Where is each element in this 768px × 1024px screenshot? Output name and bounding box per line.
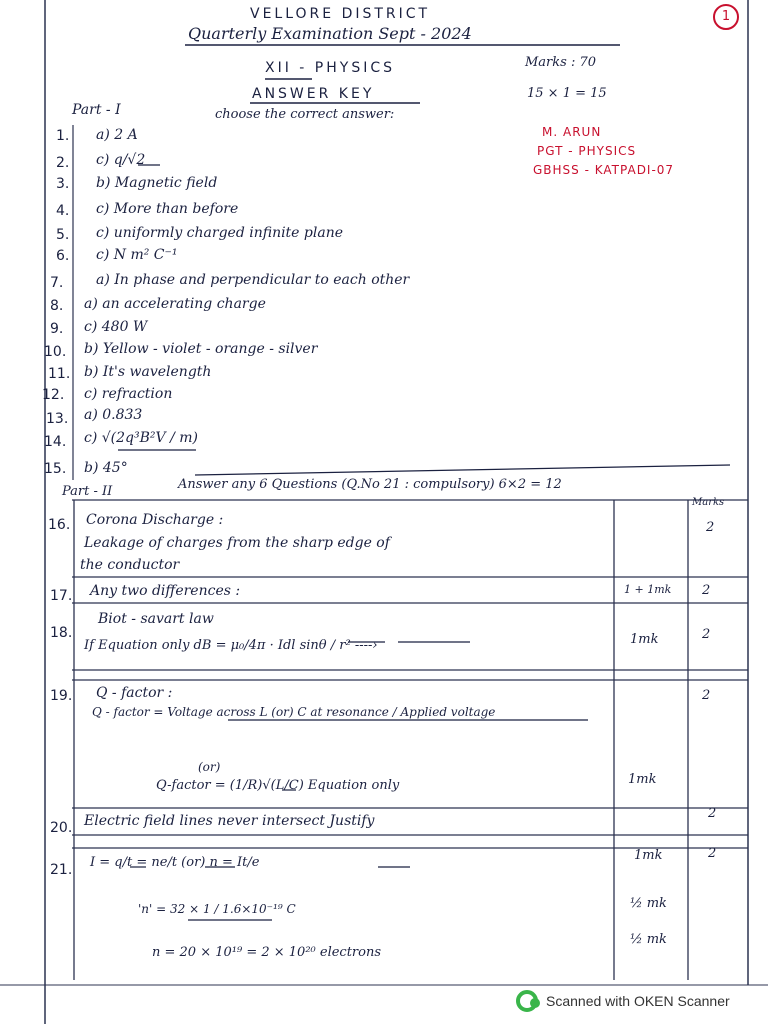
split-marks: 1mk <box>630 632 659 647</box>
part2-instruction: Answer any 6 Questions (Q.No 21 : compulsory) 6×2 = 12 <box>178 477 562 492</box>
total-marks: Marks : 70 <box>525 55 597 70</box>
author-name: M. ARUN <box>542 125 602 139</box>
answer-line: Q - factor : <box>96 685 173 701</box>
answer-line: If Equation only dB = μ₀/4π · Idl sinθ / r² ----› <box>84 638 378 653</box>
answer-text: c) 480 W <box>84 319 148 335</box>
row-total-marks: 2 <box>702 583 711 598</box>
q-number: 21. <box>50 862 73 878</box>
answer-line: 'n' = 32 × 1 / 1.6×10⁻¹⁹ C <box>138 902 296 916</box>
answer-text: c) N m² C⁻¹ <box>96 247 178 263</box>
page-number-badge: 1 <box>713 4 739 30</box>
author-school: GBHSS - KATPADI-07 <box>533 163 675 177</box>
q-number: 3. <box>56 176 70 192</box>
q-number: 4. <box>56 203 70 219</box>
answer-text: a) 2 A <box>96 127 138 143</box>
q-number: 19. <box>50 688 73 704</box>
q-number: 16. <box>48 517 71 533</box>
row-total-marks: 2 <box>702 627 711 642</box>
split-marks: 1mk <box>628 772 657 787</box>
q-number: 6. <box>56 248 70 264</box>
q-number: 11. <box>48 366 71 382</box>
answer-text: c) uniformly charged infinite plane <box>96 225 344 241</box>
part1-instruction: choose the correct answer: <box>215 107 395 122</box>
answer-text: c) √(2q³B²V / m) <box>84 430 198 446</box>
split-marks: 1 + 1mk <box>624 583 672 596</box>
answer-line: Any two differences : <box>90 583 241 599</box>
author-designation: PGT - PHYSICS <box>537 144 637 158</box>
split-marks: ½ mk <box>630 896 667 911</box>
q-number: 20. <box>50 820 73 836</box>
answer-line: the conductor <box>80 557 180 573</box>
answer-line: Q-factor = (1/R)√(L/C) Equation only <box>156 778 400 793</box>
scanner-text: Scanned with OKEN Scanner <box>546 993 730 1009</box>
answer-text: c) refraction <box>84 386 173 402</box>
district-heading: VELLORE DISTRICT <box>250 6 431 22</box>
part2-label: Part - II <box>62 484 113 499</box>
q-number: 8. <box>50 298 64 314</box>
split-marks: 1mk <box>634 848 663 863</box>
q-number: 14. <box>44 434 67 450</box>
q-number: 10. <box>44 344 67 360</box>
answer-text: a) In phase and perpendicular to each other <box>96 272 410 288</box>
exam-title: Quarterly Examination Sept - 2024 <box>188 24 472 43</box>
answer-text: b) 45° <box>84 460 128 476</box>
answer-line: Leakage of charges from the sharp edge of <box>84 535 390 551</box>
answer-text: b) Magnetic field <box>96 175 218 191</box>
answer-line: Q - factor = Voltage across L (or) C at resonance / Applied voltage <box>92 705 496 719</box>
q-number: 7. <box>50 275 64 291</box>
marks-column-header: Marks <box>692 497 725 508</box>
q-number: 2. <box>56 155 70 171</box>
answer-line: (or) <box>198 760 221 774</box>
answer-line: Biot - savart law <box>98 611 214 627</box>
answer-text: b) It's wavelength <box>84 364 212 380</box>
scanner-watermark <box>516 990 730 1012</box>
q-number: 9. <box>50 321 64 337</box>
answer-text: c) q/√2 <box>96 152 146 168</box>
subject-heading: XII - PHYSICS <box>265 60 395 76</box>
row-total-marks: 2 <box>702 688 711 703</box>
answer-line: Corona Discharge : <box>86 512 224 528</box>
q-number: 5. <box>56 227 70 243</box>
answer-text: a) 0.833 <box>84 407 143 423</box>
q-number: 15. <box>44 461 67 477</box>
answer-text: a) an accelerating charge <box>84 296 266 312</box>
q-number: 17. <box>50 588 73 604</box>
answer-text: b) Yellow - violet - orange - silver <box>84 341 318 357</box>
row-total-marks: 2 <box>708 846 717 861</box>
answer-line: Electric field lines never intersect Justify <box>84 813 375 829</box>
answer-key-heading: ANSWER KEY <box>252 86 375 102</box>
q-number: 12. <box>42 387 65 403</box>
answer-text: c) More than before <box>96 201 239 217</box>
row-total-marks: 2 <box>706 520 715 535</box>
q-number: 1. <box>56 128 70 144</box>
q-number: 13. <box>46 411 69 427</box>
part1-label: Part - I <box>72 102 121 118</box>
split-marks: ½ mk <box>630 932 667 947</box>
q-number: 18. <box>50 625 73 641</box>
answer-line: I = q/t = ne/t (or) n = It/e <box>90 855 260 870</box>
answer-line: n = 20 × 10¹⁹ = 2 × 10²⁰ electrons <box>152 945 382 960</box>
oken-scanner-logo-icon <box>516 990 538 1012</box>
part1-marks: 15 × 1 = 15 <box>527 86 607 101</box>
row-total-marks: 2 <box>708 806 717 821</box>
